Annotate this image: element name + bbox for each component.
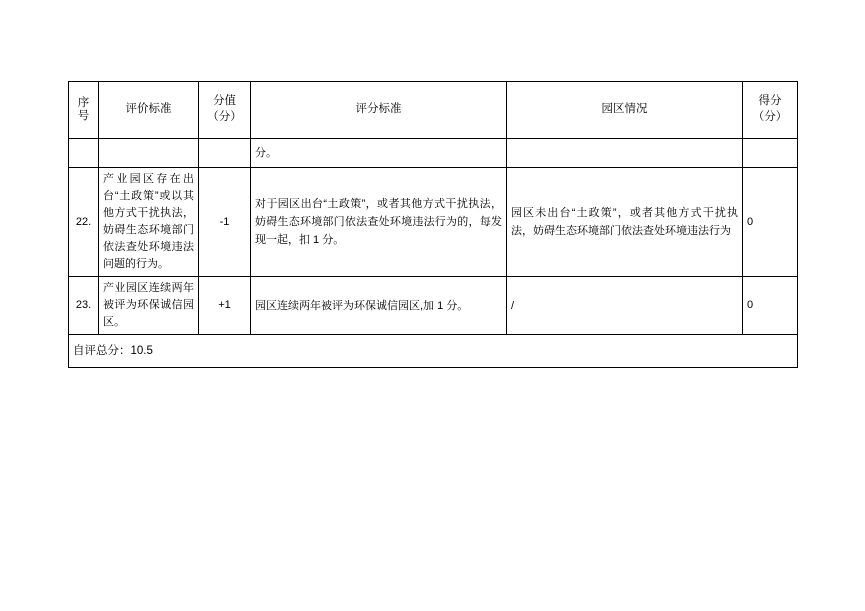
header-park-status-label: 园区情况 bbox=[601, 103, 648, 116]
cell-got-score: 0 bbox=[743, 168, 798, 277]
cell-got-score: 0 bbox=[743, 277, 798, 335]
cell-park-status bbox=[507, 139, 743, 168]
cell-scoring-rule: 分。 bbox=[251, 139, 507, 168]
header-score-value-label: 分值（分） bbox=[207, 95, 242, 123]
header-criteria-label: 评价标准 bbox=[125, 103, 172, 116]
header-score-value bbox=[199, 82, 251, 139]
cell-scoring-rule: 园区连续两年被评为环保诚信园区,加 1 分。 bbox=[251, 277, 507, 335]
header-got-score bbox=[743, 82, 798, 139]
cell-park-status: / bbox=[507, 277, 743, 335]
table-total-row bbox=[69, 335, 798, 368]
header-seq-label: 序号 bbox=[77, 96, 90, 122]
cell-scoring-rule: 对于园区出台“土政策”，或者其他方式干扰执法，妨碍生态环境部门依法查处环境违法行为的，每发现一起，扣 1 分。 bbox=[251, 168, 507, 277]
score-table-container bbox=[68, 81, 797, 368]
table-row bbox=[69, 168, 798, 277]
cell-criteria bbox=[99, 139, 199, 168]
cell-seq: 23. bbox=[69, 277, 99, 335]
cell-seq bbox=[69, 139, 99, 168]
table-header-row bbox=[69, 82, 798, 139]
score-table bbox=[68, 81, 798, 368]
cell-park-status: 园区未出台“土政策”，或者其他方式干扰执法，妨碍生态环境部门依法查处环境违法行为 bbox=[507, 168, 743, 277]
cell-score-value bbox=[199, 139, 251, 168]
header-got-score-label: 得分（分） bbox=[752, 95, 788, 123]
header-scoring-rule bbox=[251, 82, 507, 139]
cell-criteria: 产业园区存在出台“土政策”或以其他方式干扰执法，妨碍生态环境部门依法查处环境违法问题的行为。 bbox=[99, 168, 199, 277]
cell-score-value: +1 bbox=[199, 277, 251, 335]
cell-score-value: -1 bbox=[199, 168, 251, 277]
table-row bbox=[69, 139, 798, 168]
header-seq bbox=[69, 82, 99, 139]
cell-criteria: 产业园区连续两年被评为环保诚信园区。 bbox=[99, 277, 199, 335]
cell-seq: 22. bbox=[69, 168, 99, 277]
cell-got-score bbox=[743, 139, 798, 168]
header-park-status bbox=[507, 82, 743, 139]
header-scoring-rule-label: 评分标准 bbox=[355, 103, 402, 116]
header-criteria bbox=[99, 82, 199, 139]
table-row bbox=[69, 277, 798, 335]
total-score-label: 自评总分：10.5 bbox=[69, 335, 798, 368]
